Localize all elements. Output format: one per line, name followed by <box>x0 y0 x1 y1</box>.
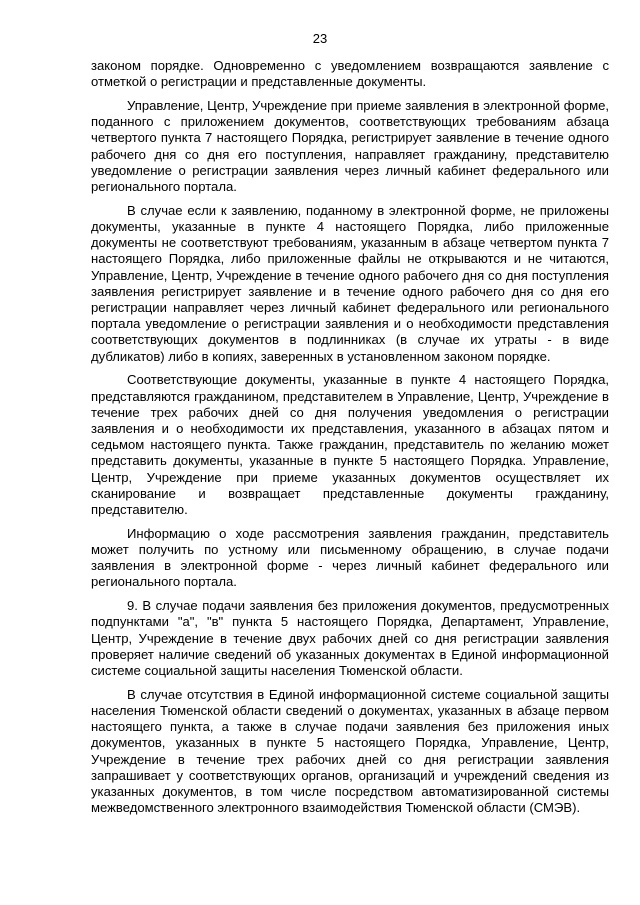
paragraph-document-submission: Соответствующие документы, указанные в пункте 4 настоящего Порядка, представляются гражданином, представителем в Управление, Центр, Учреждение в течение трех рабочих дней со дня получения уведомления о регистрации заявления и о необходимости их представления, указанного в абзацах пятом и седьмом настоящего пункта. Также гражданин, представитель по желанию может представить документы, указанные в пункте 5 настоящего Порядка. Управление, Центр, Учреждение при приеме указанных документов осуществляет их сканирование и возвращает представленные документы гражданину, представителю. <box>91 372 609 518</box>
document-body <box>91 58 609 824</box>
paragraph-interagency-request: В случае отсутствия в Единой информационной системе социальной защиты населения Тюменской области сведений о документах, указанных в абзаце первом настоящего пункта, а также в случае подачи заявления без приложения иных документов, указанных в пункте 5 настоящего Порядка, Управление, Центр, Учреждение в течение трех рабочих дней со дня регистрации заявления запрашивает у соответствующих органов, организаций и учреждений сведения из указанных документов, в том числе посредством автоматизированной системы межведомственного электронного взаимодействия Тюменской области (СМЭВ). <box>91 686 609 816</box>
paragraph-electronic-registration: Управление, Центр, Учреждение при приеме заявления в электронной форме, поданного с приложением документов, соответствующих требованиям абзаца четвертого пункта 7 настоящего Порядка, регистрирует заявление в течение одного рабочего дня со дня его поступления, направляет гражданину, представителю уведомление о регистрации заявления через личный кабинет федерального или регионального портала. <box>91 98 609 195</box>
page-number: 23 <box>312 31 328 46</box>
paragraph-continuation: законом порядке. Одновременно с уведомлением возвращаются заявление с отметкой о регистрации и представленные документы. <box>91 58 609 90</box>
paragraph-missing-documents: В случае если к заявлению, поданному в электронной форме, не приложены документы, указанные в пункте 4 настоящего Порядка, либо приложенные документы не соответствуют требованиям, указанным в абзаце четвертом пункта 7 настоящего Порядка, либо приложенные файлы не открываются и не читаются, Управление, Центр, Учреждение в течение одного рабочего дня со дня поступления заявления регистрирует заявление и в течение одного рабочего дня со дня его регистрации направляет через личный кабинет федерального или регионального портала уведомление о регистрации заявления и о необходимости представления соответствующих документов в подлинниках (в случае их утраты - в виде дубликатов) либо в копиях, заверенных в установленном законом порядке. <box>91 202 609 364</box>
paragraph-status-information: Информацию о ходе рассмотрения заявления гражданин, представитель может получить по устному или письменному обращению, в случае подачи заявления в электронной форме - через личный кабинет федерального или регионального портала. <box>91 525 609 590</box>
paragraph-item-9: 9. В случае подачи заявления без приложения документов, предусмотренных подпунктами "а", "в" пункта 5 настоящего Порядка, Департамент, Управление, Центр, Учреждение в течение двух рабочих дней со дня регистрации заявления проверяет наличие сведений об указанных документах в Единой информационной системе социальной защиты населения Тюменской области. <box>91 598 609 679</box>
